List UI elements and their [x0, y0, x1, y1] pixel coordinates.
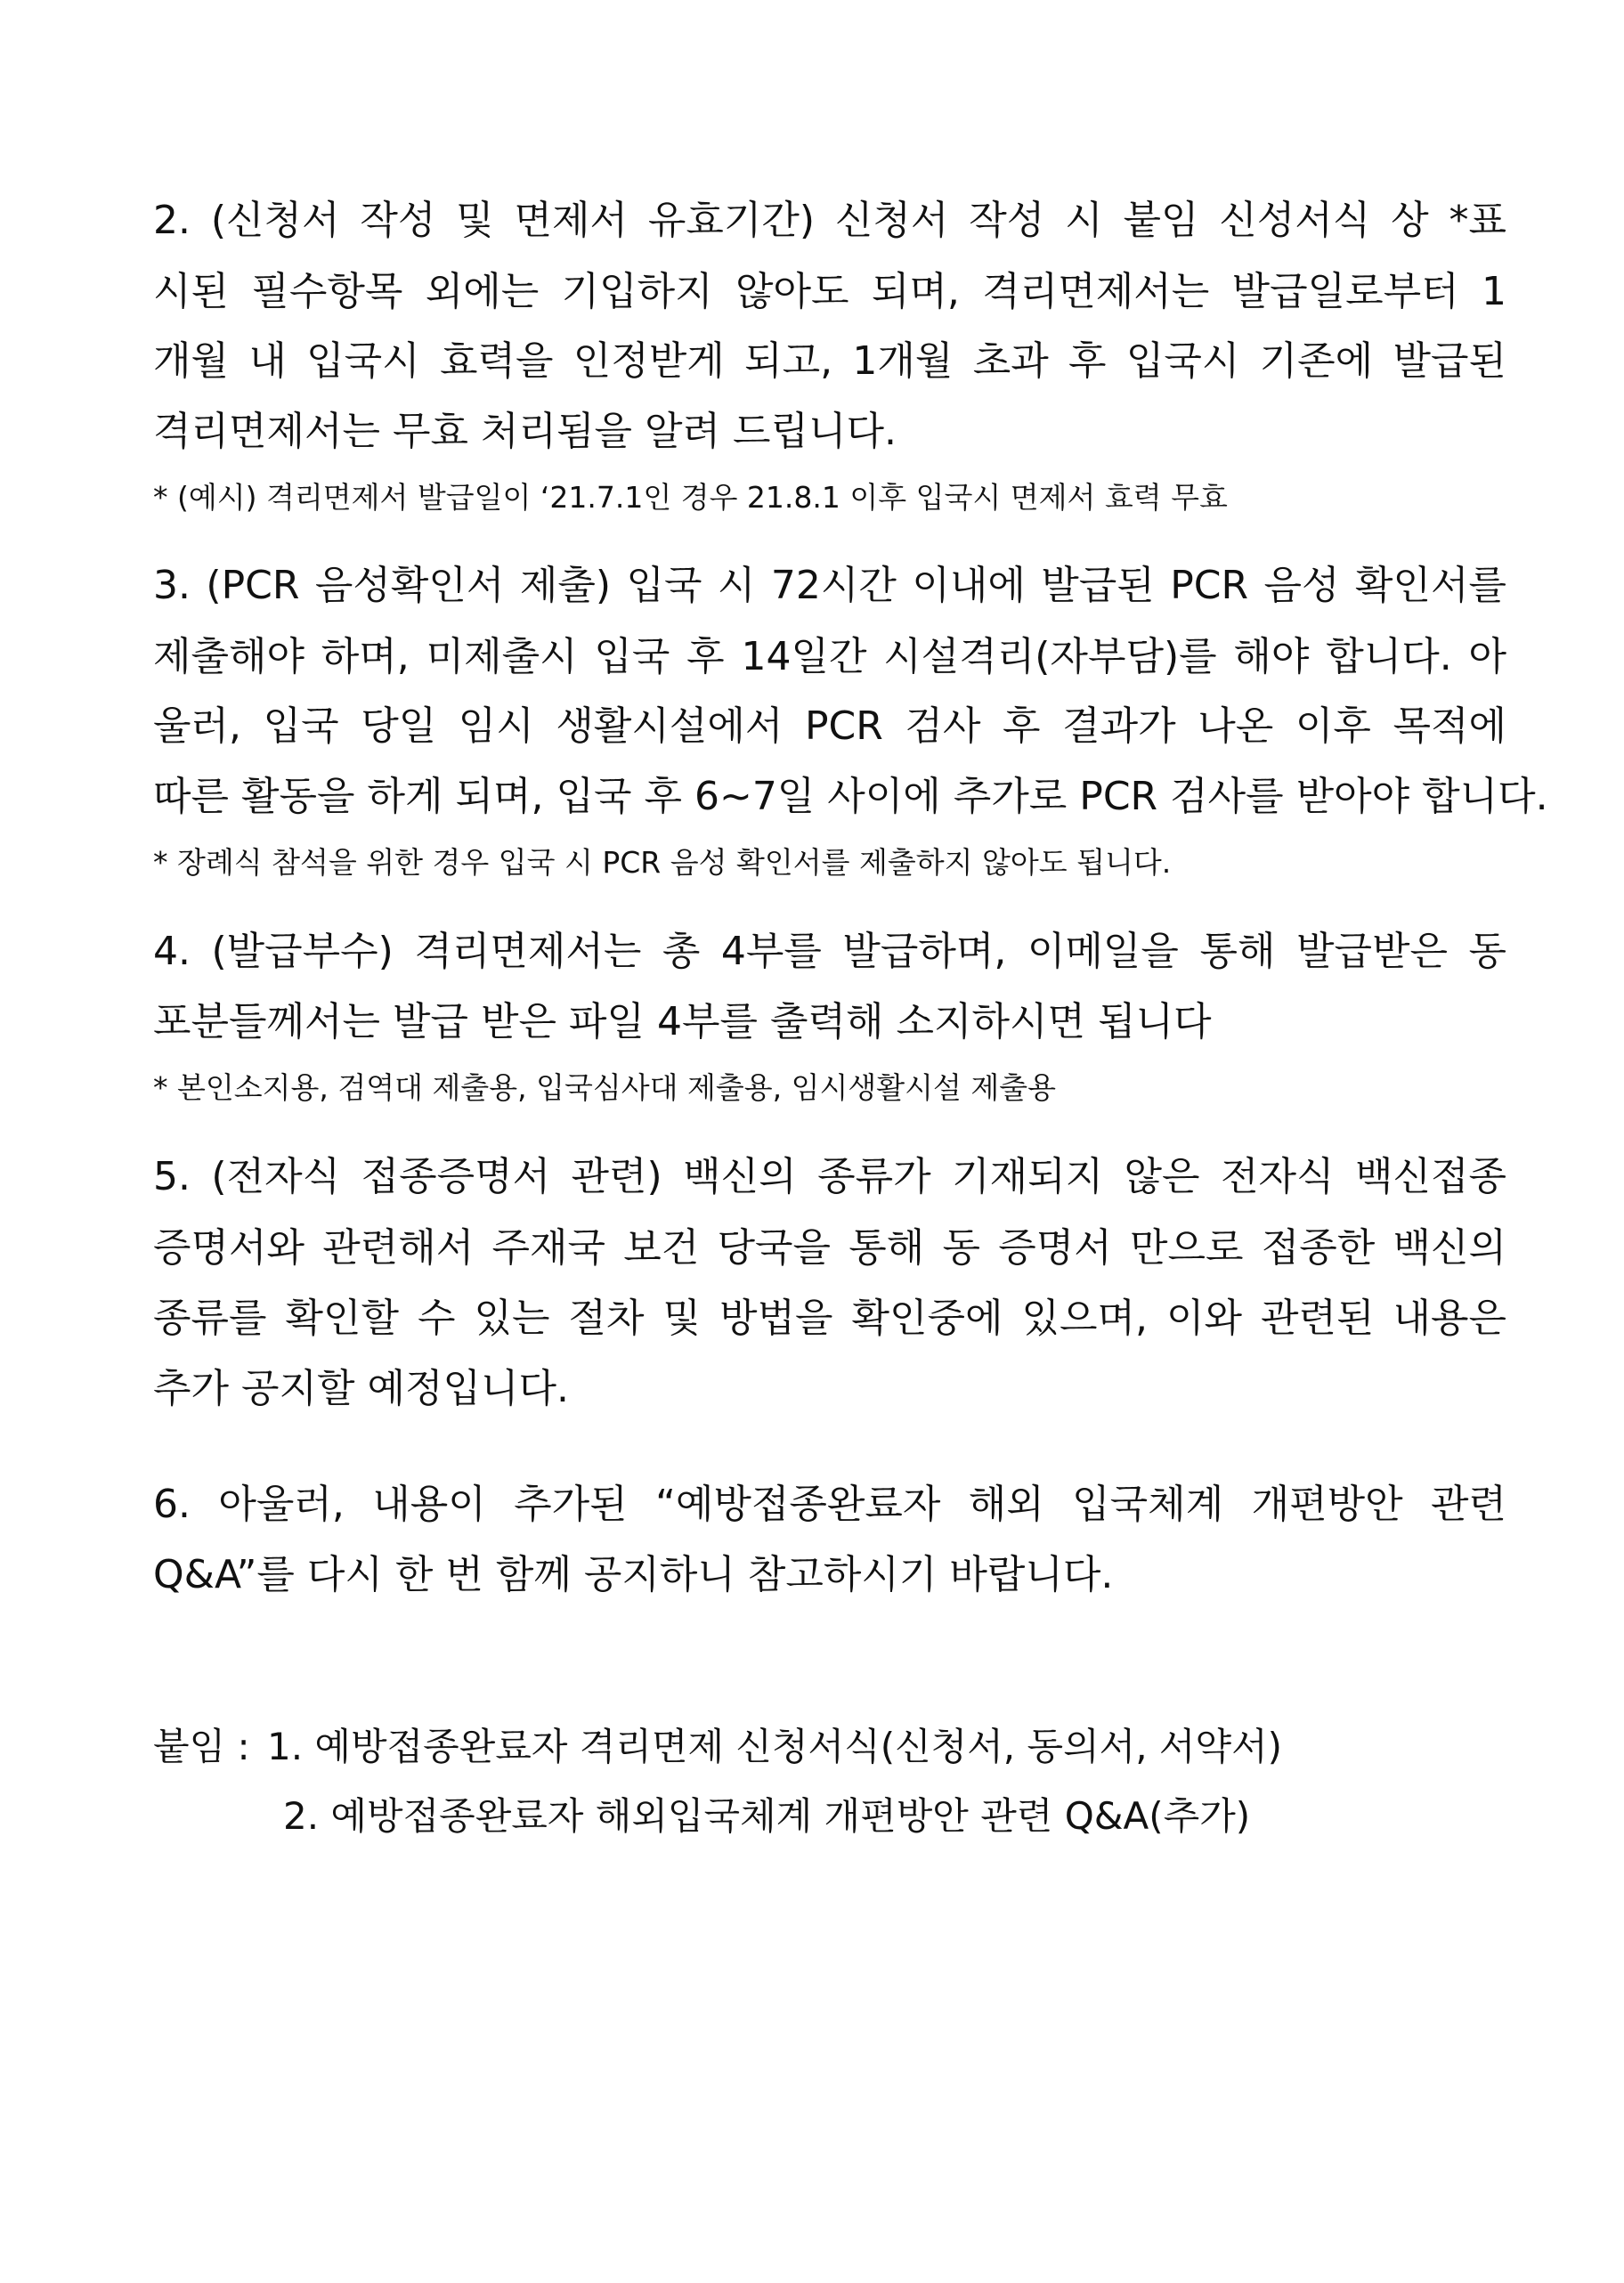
paragraph-line: 종류를 확인할 수 있는 절차 및 방법을 확인중에 있으며, 이와 관련된 내용은	[153, 1296, 1507, 1341]
paragraph-line: 개월 내 입국시 효력을 인정받게 되고, 1개월 초과 후 입국시 기존에 발급된	[153, 338, 1506, 384]
paragraph-line: 제출해야 하며, 미제출시 입국 후 14일간 시설격리(자부담)를 해야 합니다. 아	[153, 634, 1506, 679]
attachment-item: 1. 예방접종완료자 격리면제 신청서식(신청서, 동의서, 서약서)	[267, 1725, 1283, 1768]
footnote: * (예시) 격리면제서 발급일이 ‘21.7.1인 경우 21.8.1 이후 입국시 면제서 효력 무효	[153, 480, 1228, 515]
paragraph-line: 추가 공지할 예정입니다.	[153, 1366, 569, 1411]
paragraph-line: 5. (전자식 접종증명서 관련) 백신의 종류가 기재되지 않은 전자식 백신접종	[153, 1154, 1506, 1199]
paragraph-line: 6. 아울러, 내용이 추가된 “예방접종완료자 해외 입국체계 개편방안 관련	[153, 1482, 1506, 1527]
attachments-label: 붙임 :	[153, 1725, 250, 1768]
paragraph-line: 포분들께서는 발급 받은 파일 4부를 출력해 소지하시면 됩니다	[153, 999, 1212, 1044]
attachment-item: 2. 예방접종완료자 해외입국체계 개편방안 관련 Q&A(추가)	[283, 1794, 1251, 1838]
footnote: * 장례식 참석을 위한 경우 입국 시 PCR 음성 확인서를 제출하지 않아도 됩니다.	[153, 845, 1172, 880]
paragraph-line: Q&A”를 다시 한 번 함께 공지하니 참고하시기 바랍니다.	[153, 1552, 1114, 1597]
paragraph-line: 증명서와 관련해서 주재국 보건 당국을 통해 동 증명서 만으로 접종한 백신의	[153, 1225, 1507, 1271]
paragraph-line: 격리면제서는 무효 처리됨을 알려 드립니다.	[153, 409, 897, 454]
footnote: * 본인소지용, 검역대 제출용, 입국심사대 제출용, 임시생활시설 제출용	[153, 1070, 1056, 1105]
paragraph-line: 4. (발급부수) 격리면제서는 총 4부를 발급하며, 이메일을 통해 발급받은 동	[153, 929, 1506, 974]
paragraph-line: 따른 활동을 하게 되며, 입국 후 6~7일 사이에 추가로 PCR 검사를 받아야 합니다.	[153, 774, 1548, 819]
paragraph-line: 시된 필수항목 외에는 기입하지 않아도 되며, 격리면제서는 발급일로부터 1	[153, 269, 1506, 314]
paragraph-line: 3. (PCR 음성확인서 제출) 입국 시 72시간 이내에 발급된 PCR 음성 확인서를	[153, 563, 1506, 608]
paragraph-line: 울러, 입국 당일 임시 생활시설에서 PCR 검사 후 결과가 나온 이후 목적에	[153, 703, 1506, 749]
paragraph-line: 2. (신청서 작성 및 면제서 유효기간) 신청서 작성 시 붙임 신성서식 상 *표	[153, 198, 1506, 243]
